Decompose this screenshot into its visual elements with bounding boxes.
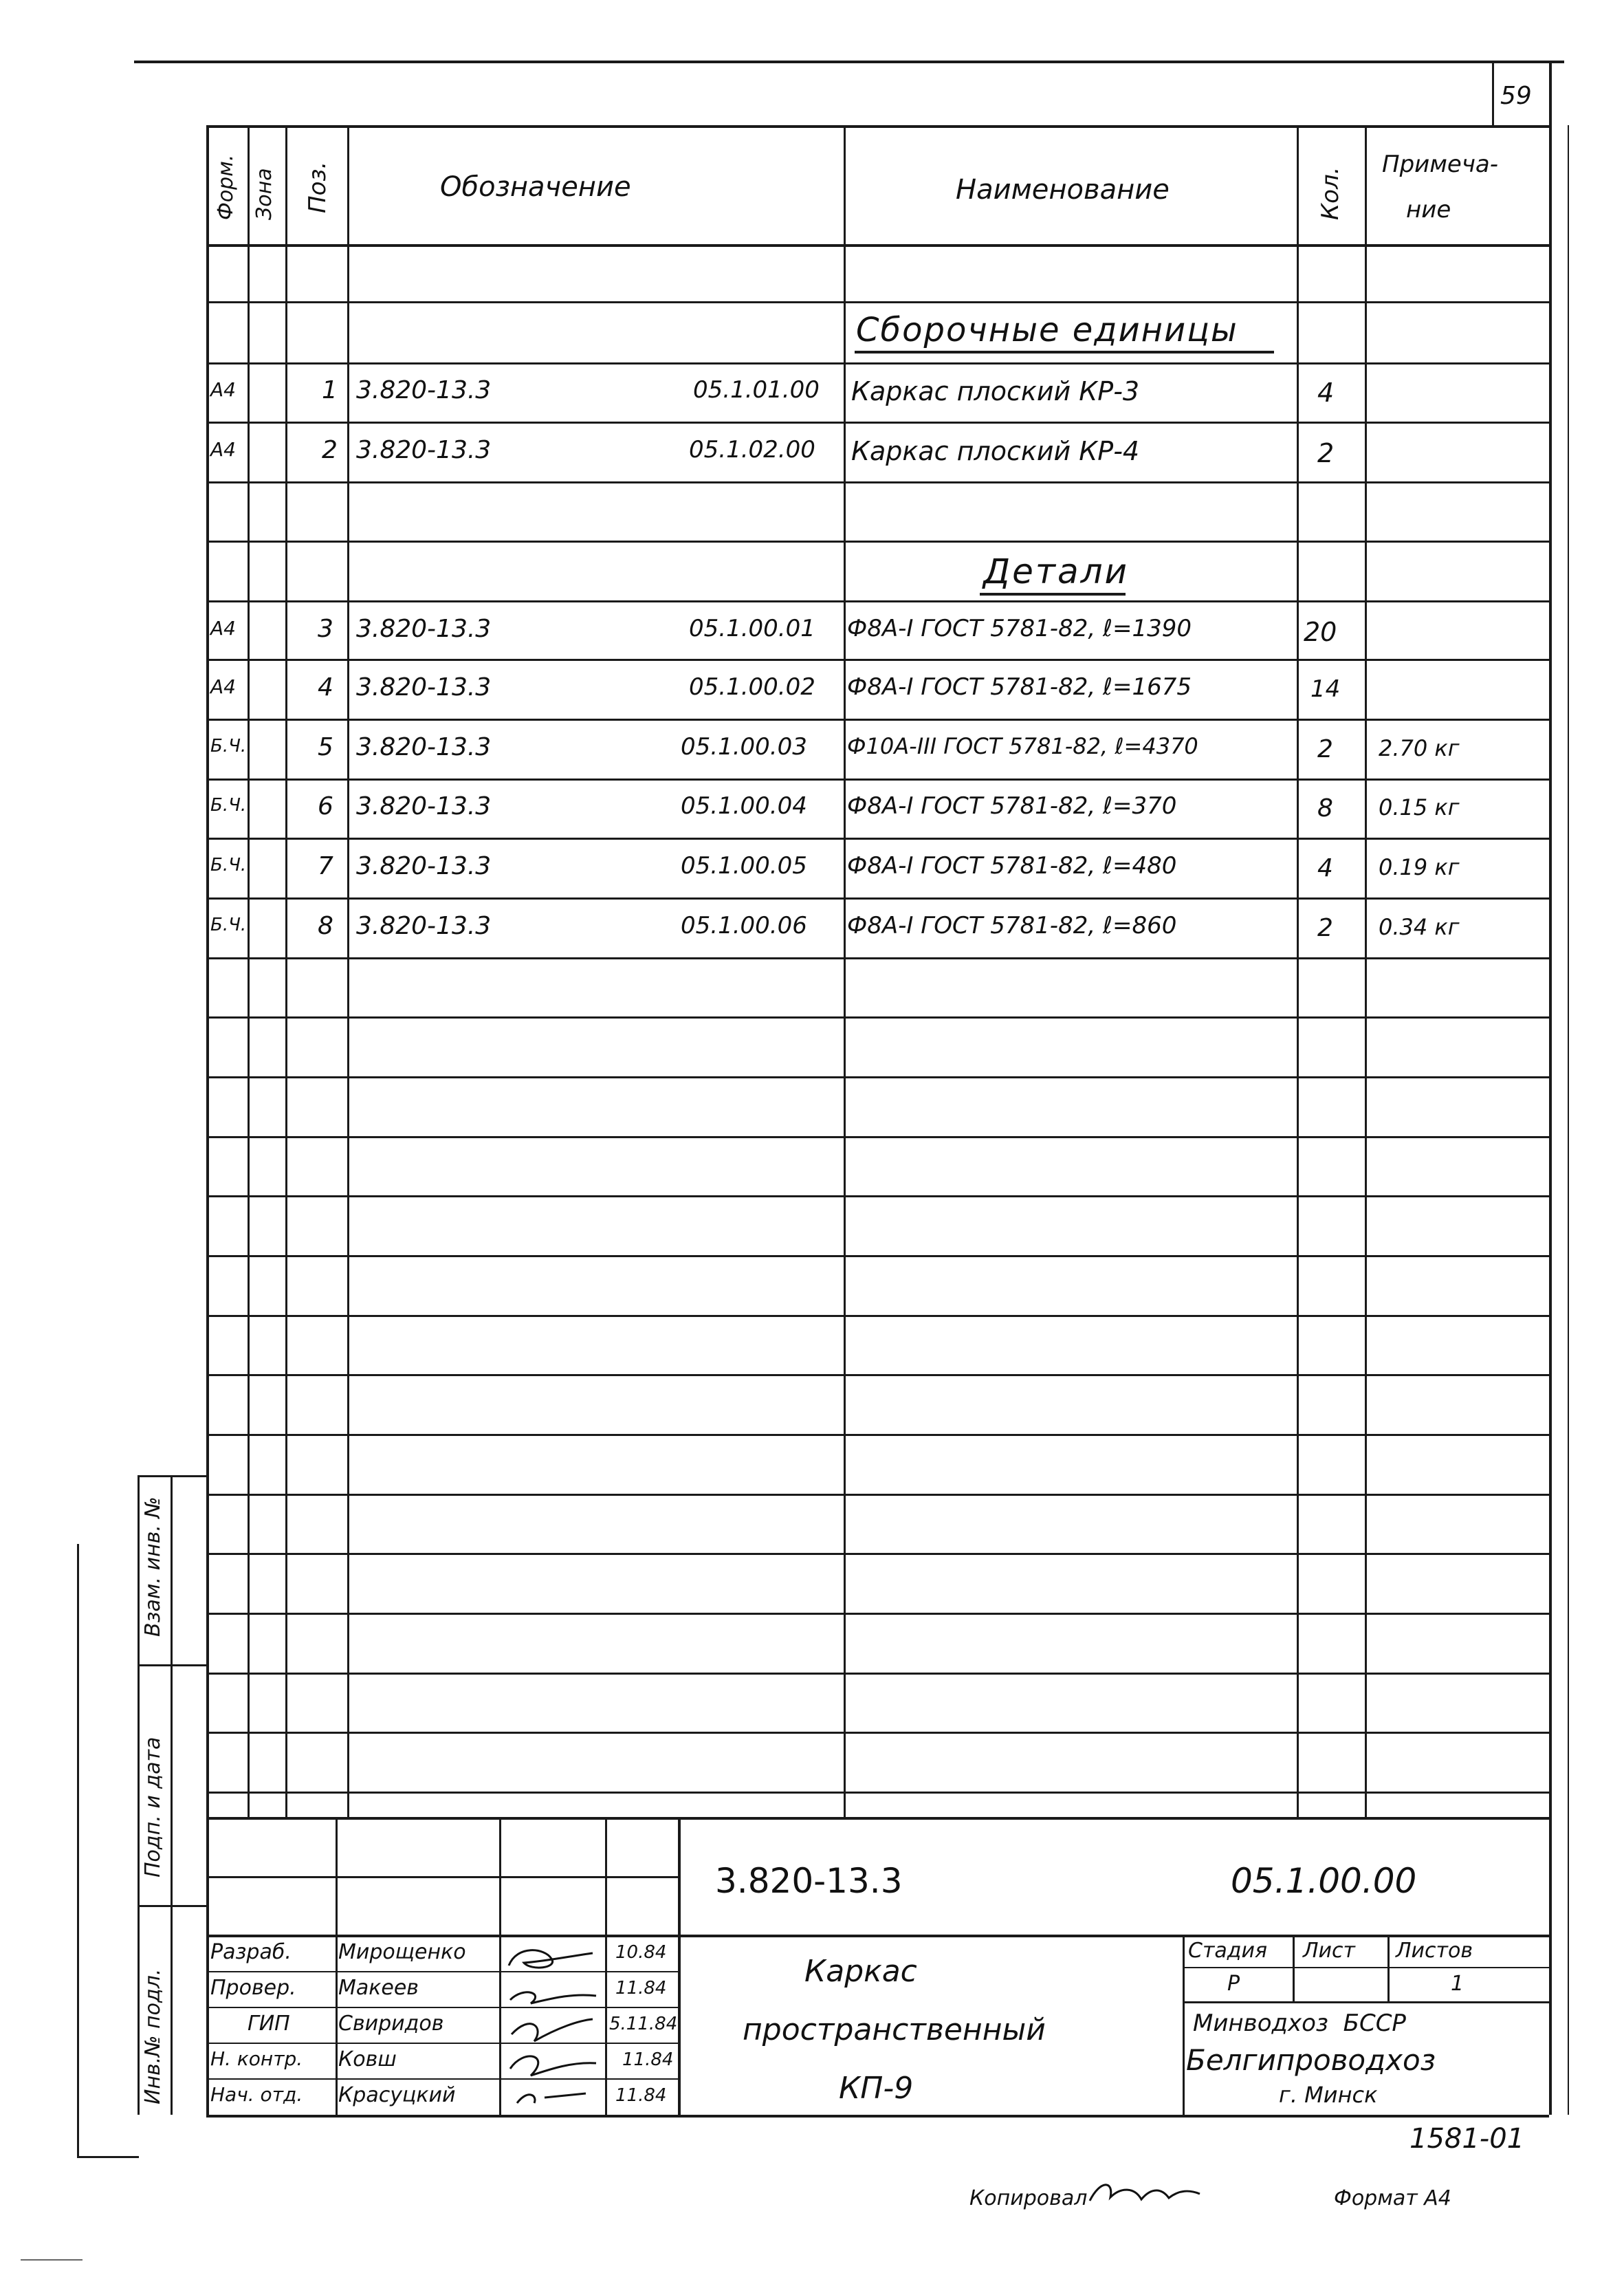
row-note: 0.34 кг xyxy=(1379,914,1460,940)
row-qty: 14 xyxy=(1310,675,1341,703)
header-name: Наименование xyxy=(956,174,1170,206)
row-qty: 2 xyxy=(1317,914,1333,942)
signer-date: 5.11.84 xyxy=(609,2014,678,2034)
signer-name: Свиридов xyxy=(338,2012,444,2036)
row-name: Ф10А-III ГОСТ 5781-82, ℓ=4370 xyxy=(847,733,1198,759)
row-qty: 20 xyxy=(1304,617,1337,647)
row-doc: 3.820-13.3 xyxy=(356,376,492,404)
row-doc: 3.820-13.3 xyxy=(356,733,492,761)
signer-date: 11.84 xyxy=(622,2049,674,2070)
org-line-2: Белгипроводхоз xyxy=(1186,2043,1436,2077)
product-title-3: КП-9 xyxy=(839,2071,914,2106)
row-qty: 2 xyxy=(1317,735,1333,763)
doc-code-left: 3.820-13.3 xyxy=(715,1861,903,1901)
row-doc: 3.820-13.3 xyxy=(356,436,492,464)
sheet-number: 59 xyxy=(1500,82,1532,110)
archive-code: 1581-01 xyxy=(1409,2123,1525,2155)
signer-name: Ковш xyxy=(338,2047,397,2071)
signer-name: Красуцкий xyxy=(338,2083,456,2107)
header-note-1: Примеча- xyxy=(1382,151,1499,178)
row-qty: 2 xyxy=(1317,438,1335,468)
row-code: 05.1.00.04 xyxy=(681,792,807,820)
row-code: 05.1.00.05 xyxy=(681,852,807,880)
row-pos: 5 xyxy=(318,733,333,761)
stage-value: Р xyxy=(1227,1972,1240,1996)
format-label: Формат А4 xyxy=(1334,2186,1451,2210)
signature-scribble xyxy=(503,1938,604,2110)
org-line-1: Минводхоз БССР xyxy=(1193,2010,1406,2037)
row-form: А4 xyxy=(210,378,236,401)
side-label-vzam: Взам. инв. № xyxy=(141,1496,165,1637)
header-form: Форм. xyxy=(214,154,238,220)
signer-role: Н. контр. xyxy=(210,2047,303,2070)
row-code: 05.1.01.00 xyxy=(693,376,820,404)
row-name: Ф8А-I ГОСТ 5781-82, ℓ=1390 xyxy=(847,615,1192,642)
signer-name: Мирощенко xyxy=(338,1940,466,1964)
row-code: 05.1.02.00 xyxy=(689,436,815,464)
signer-role: ГИП xyxy=(248,2012,290,2036)
row-form: Б.Ч. xyxy=(210,736,247,756)
sheets-value: 1 xyxy=(1451,1972,1464,1996)
header-pos: Поз. xyxy=(304,161,331,213)
row-name: Каркас плоский КР-4 xyxy=(851,436,1140,466)
row-form: А4 xyxy=(210,617,236,640)
signer-role: Разраб. xyxy=(210,1940,292,1964)
row-doc: 3.820-13.3 xyxy=(356,615,492,643)
org-line-3: г. Минск xyxy=(1279,2082,1378,2108)
row-qty: 4 xyxy=(1317,854,1333,882)
row-note: 0.15 кг xyxy=(1379,794,1460,820)
row-doc: 3.820-13.3 xyxy=(356,792,492,820)
row-code: 05.1.00.03 xyxy=(681,733,807,761)
row-pos: 8 xyxy=(318,912,333,940)
row-pos: 1 xyxy=(322,376,338,404)
row-name: Ф8А-I ГОСТ 5781-82, ℓ=370 xyxy=(847,792,1177,820)
row-form: А4 xyxy=(210,438,236,461)
product-title-2: пространственный xyxy=(743,2012,1046,2047)
signer-role: Нач. отд. xyxy=(210,2083,303,2106)
row-code: 05.1.00.02 xyxy=(689,673,815,701)
row-note: 2.70 кг xyxy=(1379,735,1460,761)
row-pos: 6 xyxy=(318,792,333,820)
section-assemblies: Сборочные единицы xyxy=(856,311,1238,349)
row-name: Ф8А-I ГОСТ 5781-82, ℓ=480 xyxy=(847,852,1177,880)
row-form: Б.Ч. xyxy=(210,795,247,816)
header-note-2: ние xyxy=(1406,196,1451,224)
signer-name: Макеев xyxy=(338,1976,419,2000)
row-name: Ф8А-I ГОСТ 5781-82, ℓ=860 xyxy=(847,912,1177,939)
product-title-1: Каркас xyxy=(804,1954,917,1989)
row-pos: 4 xyxy=(318,673,333,701)
row-form: Б.Ч. xyxy=(210,855,247,875)
sheets-label: Листов xyxy=(1396,1939,1473,1963)
row-pos: 7 xyxy=(318,852,333,880)
row-doc: 3.820-13.3 xyxy=(356,673,492,701)
signer-date: 10.84 xyxy=(615,1942,667,1963)
copied-by-label: Копировал xyxy=(969,2186,1088,2210)
signer-date: 11.84 xyxy=(615,2085,667,2106)
header-designation: Обозначение xyxy=(440,171,631,203)
copier-signature xyxy=(1086,2173,1203,2214)
side-label-podp: Подп. и дата xyxy=(141,1737,165,1877)
row-note: 0.19 кг xyxy=(1379,854,1460,880)
row-doc: 3.820-13.3 xyxy=(356,852,492,880)
row-qty: 8 xyxy=(1317,794,1333,823)
sheet-label: Лист xyxy=(1303,1939,1356,1963)
row-pos: 2 xyxy=(322,436,338,464)
row-name: Ф8А-I ГОСТ 5781-82, ℓ=1675 xyxy=(847,673,1192,701)
stage-label: Стадия xyxy=(1188,1939,1268,1963)
header-qty: Кол. xyxy=(1317,166,1344,220)
row-form: Б.Ч. xyxy=(210,915,247,935)
row-code: 05.1.00.06 xyxy=(681,912,807,939)
signer-date: 11.84 xyxy=(615,1978,667,1999)
header-zone: Зона xyxy=(252,168,276,220)
row-name: Каркас плоский КР-3 xyxy=(851,376,1140,406)
side-label-inv: Инв.№ подл. xyxy=(141,1968,165,2104)
section-details: Детали xyxy=(983,552,1130,591)
row-pos: 3 xyxy=(318,615,333,643)
signer-role: Провер. xyxy=(210,1976,296,2000)
row-code: 05.1.00.01 xyxy=(689,615,815,642)
row-qty: 4 xyxy=(1317,378,1335,408)
doc-code-right: 05.1.00.00 xyxy=(1231,1861,1417,1901)
row-form: А4 xyxy=(210,675,236,698)
row-doc: 3.820-13.3 xyxy=(356,912,492,940)
